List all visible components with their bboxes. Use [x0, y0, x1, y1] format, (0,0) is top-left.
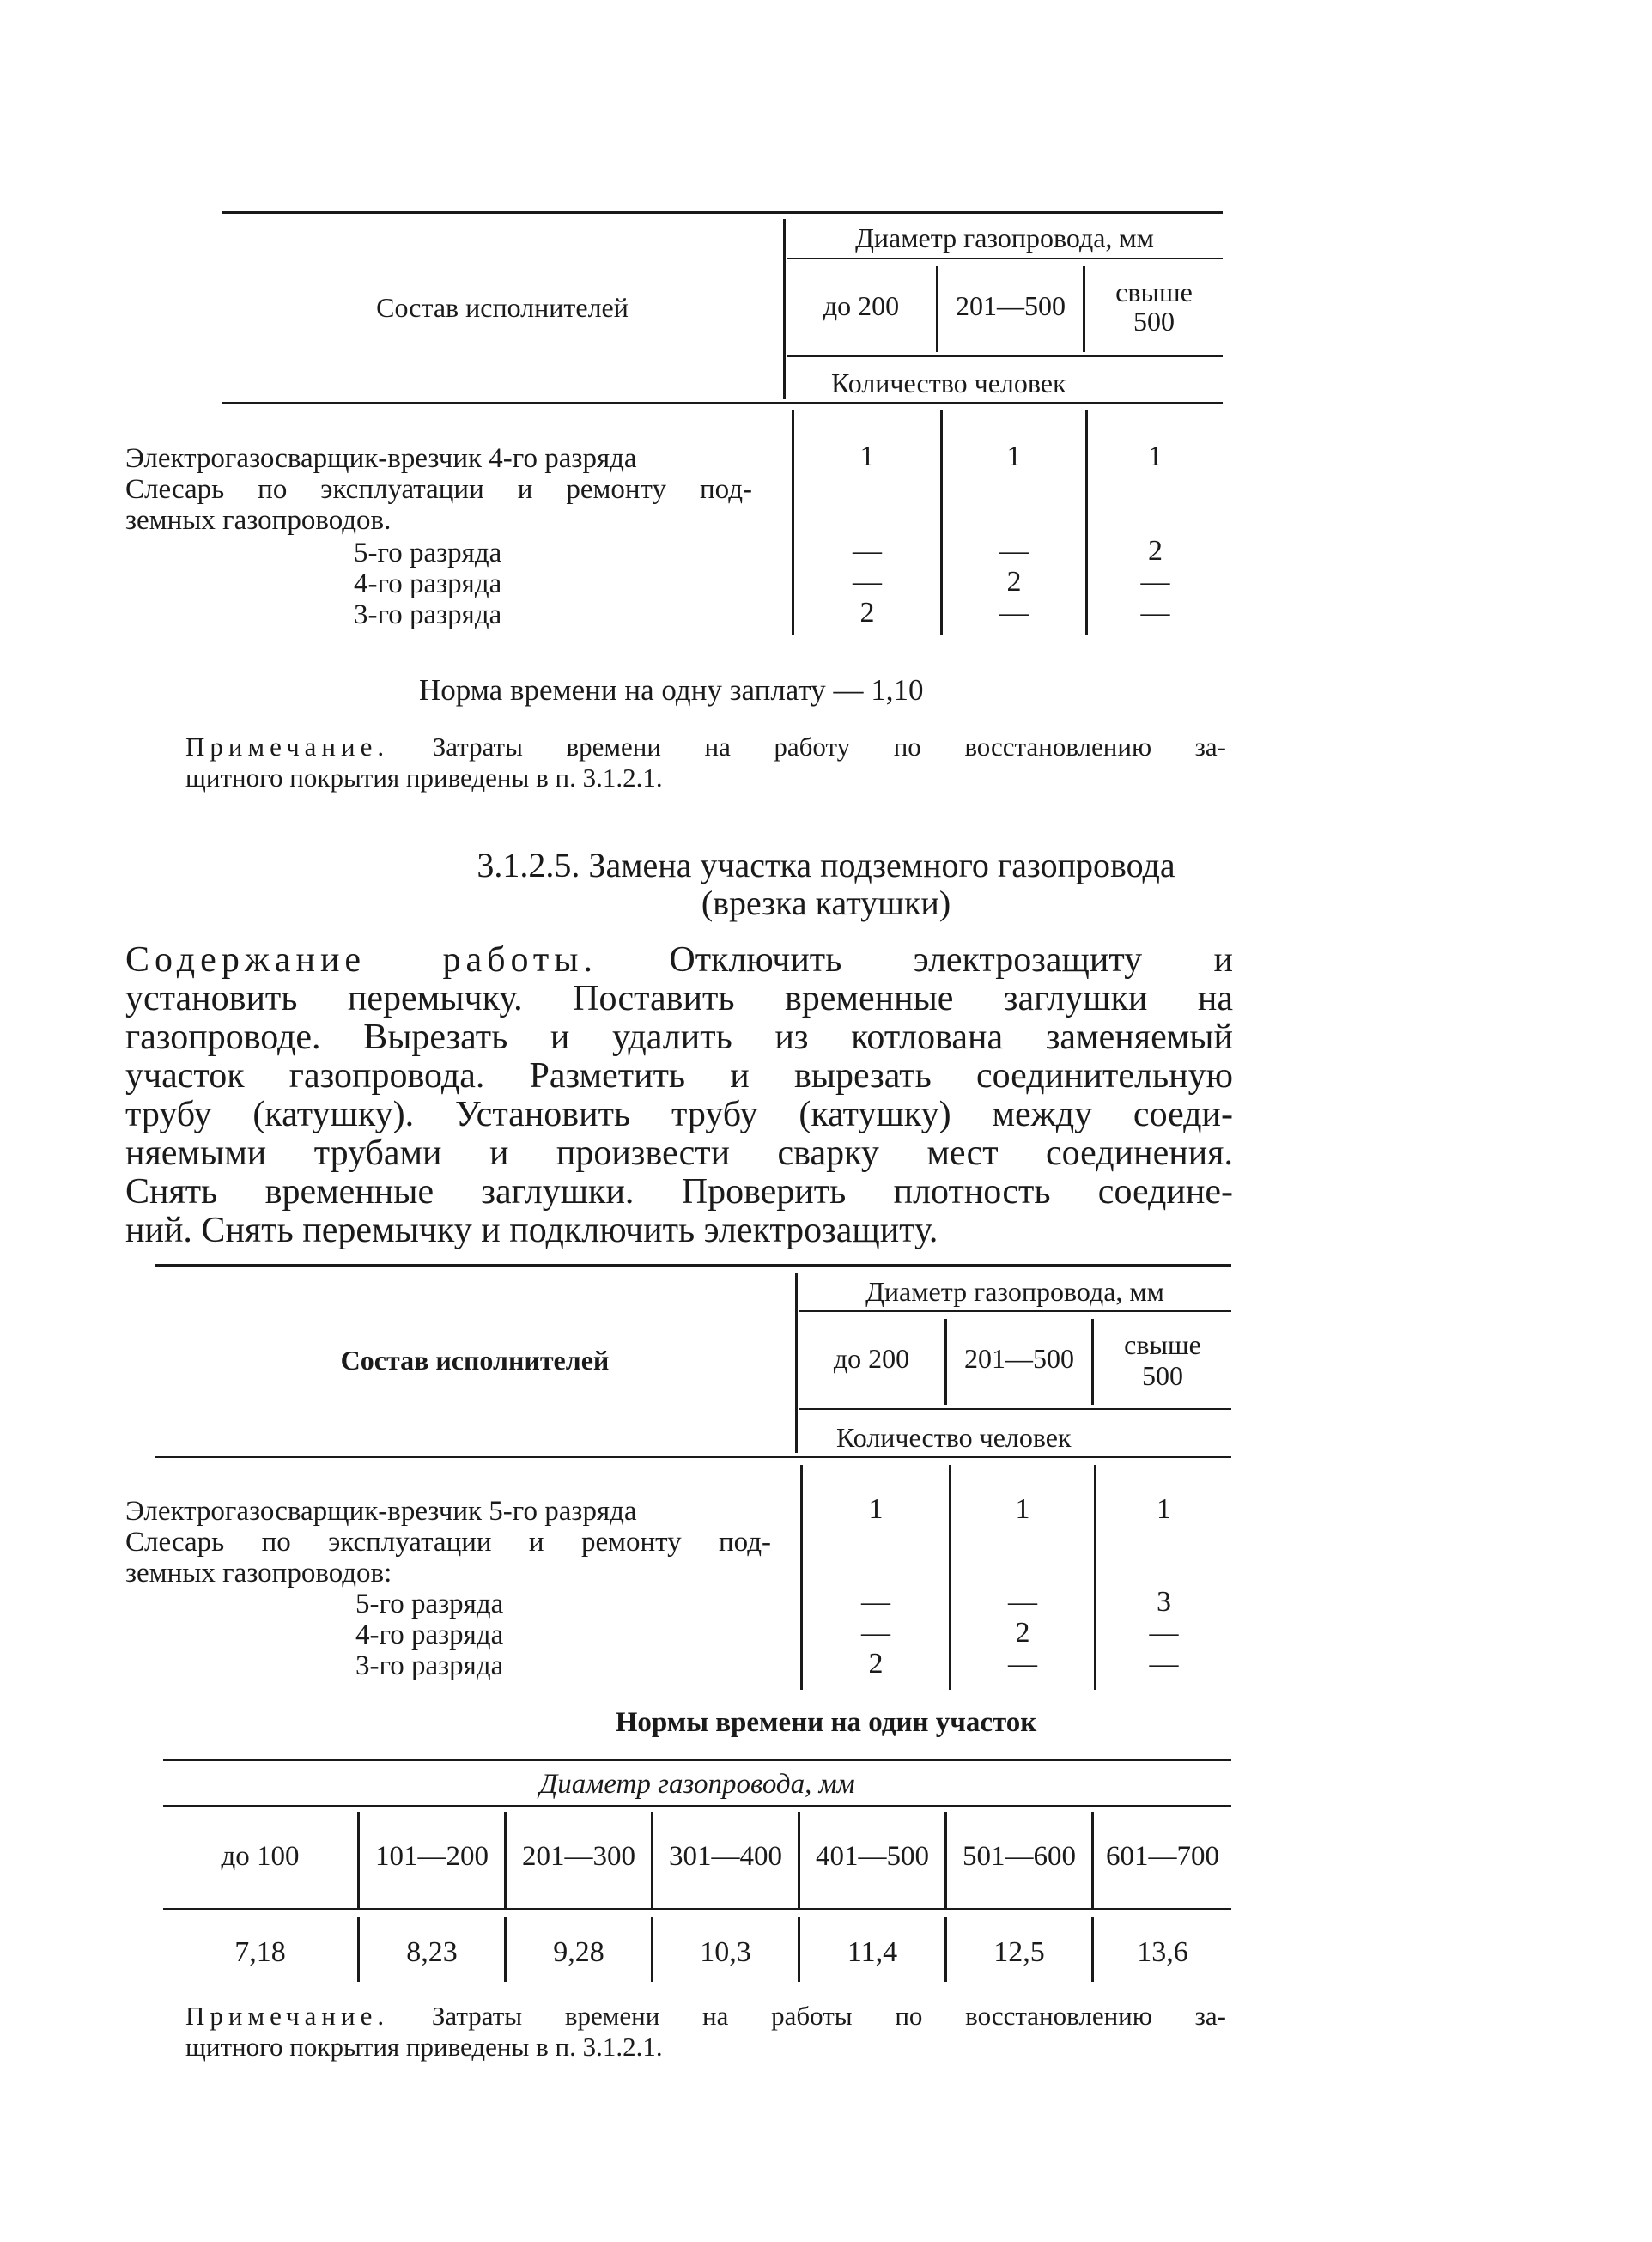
note-1-text-2: щитного покрытия приведены в п. 3.1.2.1.: [185, 763, 663, 793]
note-1: [185, 732, 1226, 793]
table1-body-rule: [222, 402, 1223, 404]
table2-top-rule: [155, 1264, 1231, 1267]
table2-row-label: Слесарь по эксплуатации и ремонту под-: [125, 1527, 771, 1558]
table2-body-rule: [155, 1456, 1231, 1458]
table2-cell: 3: [1157, 1586, 1171, 1618]
work-content-text: ний. Снять перемычку и подключить электрозащиту.: [125, 1211, 938, 1250]
table2-col-2: 201—500: [964, 1343, 1074, 1374]
table3-value: 12,5: [993, 1936, 1045, 1968]
table3-top-rule: [163, 1759, 1231, 1761]
table1-row-label: Электрогазосварщик-врезчик 4-го разряда: [125, 443, 637, 474]
table1-cell: 1: [1006, 441, 1022, 472]
table1-cell: —: [853, 535, 882, 567]
table3-col-header: 101—200: [375, 1841, 489, 1872]
table2-cell: 2: [868, 1648, 884, 1680]
table1-count-header: Количество человек: [831, 368, 1066, 398]
note-1-text-1: Затраты времени на работу по восстановлению за-: [432, 732, 1227, 762]
table3-col-header: до 100: [221, 1841, 300, 1872]
table1-top-rule: [222, 211, 1223, 214]
table2-cell: —: [1149, 1648, 1179, 1680]
table2-cell: —: [1008, 1586, 1037, 1618]
work-content-text: газопроводе. Вырезать и удалить из котлована заменяемый: [125, 1018, 1233, 1057]
work-content-text: установить перемычку. Поставить временные заглушки на: [125, 979, 1233, 1018]
note-2-text-2: щитного покрытия приведены в п. 3.1.2.1.: [185, 2032, 663, 2062]
table1-cell: 2: [1148, 535, 1163, 567]
table3-col-header: 401—500: [816, 1841, 929, 1872]
work-content-text: Снять временные заглушки. Проверить плотность соедине-: [125, 1172, 1233, 1212]
table3-value: 7,18: [234, 1936, 286, 1968]
work-content-text: Отключить электрозащиту и: [669, 940, 1233, 980]
table3-value: 11,4: [847, 1936, 898, 1968]
table2-executors-header: Состав исполнителей: [340, 1345, 610, 1376]
work-content-lead: Содержание работы.: [125, 940, 598, 980]
table2-header-vrule: [795, 1273, 798, 1453]
norm-per-patch: Норма времени на одну заплату — 1,10: [419, 673, 924, 707]
table1-col-3-bottom: 500: [1133, 306, 1175, 337]
table1-header-vrule: [783, 219, 786, 399]
table2-col-3-bottom: 500: [1142, 1360, 1183, 1391]
table2-diameter-header: Диаметр газопровода, мм: [865, 1276, 1164, 1307]
note-1-line-1: [185, 732, 1226, 763]
table1-cell: —: [1140, 566, 1170, 598]
table1-cell: 2: [859, 597, 875, 629]
table1-cell: —: [999, 535, 1029, 567]
table1-row-label: 3-го разряда: [354, 599, 502, 630]
work-content-text: няемыми трубами и произвести сварку мест соединения.: [125, 1133, 1233, 1173]
table1-row-label: 4-го разряда: [354, 568, 502, 599]
work-content-text: участок газопровода. Разметить и вырезать соединительную: [125, 1056, 1233, 1096]
table3-body-rule: [163, 1908, 1231, 1910]
table2-cell: 1: [1015, 1493, 1030, 1525]
note-1-lead: Примечание.: [185, 732, 390, 762]
table3-value: 10,3: [700, 1936, 751, 1968]
work-content-text: трубу (катушку). Установить трубу (катушку) между соеди-: [125, 1095, 1233, 1134]
table1-cell: 1: [1148, 441, 1163, 472]
table3-col-header: 501—600: [963, 1841, 1076, 1872]
table2-count-rule-top: [799, 1408, 1231, 1410]
table2-col-1: до 200: [833, 1343, 910, 1374]
table2-sub-rule: [799, 1310, 1231, 1312]
table2-row-label: 5-го разряда: [355, 1589, 504, 1619]
table1-col-3-top: свыше: [1115, 276, 1193, 307]
table2-cell: —: [861, 1586, 890, 1618]
table3-header: Диаметр газопровода, мм: [539, 1769, 855, 1800]
work-content-line-1: [125, 941, 1233, 980]
section-title: 3.1.2.5. Замена участка подземного газопровода: [477, 846, 1175, 884]
table2-cell: —: [1149, 1617, 1179, 1649]
norms-title: Нормы времени на один участок: [615, 1707, 1037, 1738]
work-content: [125, 941, 1233, 1250]
table2-row-label: земных газопроводов:: [125, 1558, 392, 1589]
table3-value: 8,23: [406, 1936, 458, 1968]
table2-cell: 1: [868, 1493, 884, 1525]
table3-value: 13,6: [1137, 1936, 1188, 1968]
table2-cell: —: [861, 1617, 890, 1649]
table1-row-label: Слесарь по эксплуатации и ремонту под-: [125, 474, 752, 505]
table1-row-label: 5-го разряда: [354, 538, 502, 568]
table1-col-2: 201—500: [956, 290, 1066, 321]
table1-cell: —: [1140, 597, 1170, 629]
table2-col-3-top: свыше: [1124, 1329, 1201, 1360]
note-2: [185, 2001, 1226, 2063]
table1-count-rule-top: [787, 355, 1223, 357]
table2-count-header: Количество человек: [836, 1422, 1072, 1453]
table1-executors-header: Состав исполнителей: [376, 292, 629, 323]
table1-col-1: до 200: [823, 290, 900, 321]
table2-cell: 2: [1015, 1617, 1030, 1649]
note-2-line-1: [185, 2001, 1226, 2032]
table3-col-header: 201—300: [522, 1841, 635, 1872]
table2-row-label: 4-го разряда: [355, 1619, 504, 1650]
table2-cell: 1: [1157, 1493, 1171, 1525]
table1-row-label: земных газопроводов.: [125, 505, 392, 536]
table2-row-label: 3-го разряда: [355, 1650, 504, 1681]
table3-header-rule: [163, 1805, 1231, 1807]
table2-row-label: Электрогазосварщик-врезчик 5-го разряда: [125, 1496, 637, 1527]
table2-cell: —: [1008, 1648, 1037, 1680]
table3-col-header: 601—700: [1106, 1841, 1219, 1872]
table1-sub-rule: [787, 258, 1223, 259]
section-subtitle: (врезка катушки): [701, 884, 951, 922]
table1-cell: —: [853, 566, 882, 598]
table1-cell: —: [999, 597, 1029, 629]
table1-cell: 2: [1006, 566, 1022, 598]
table3-value: 9,28: [553, 1936, 604, 1968]
table3-col-header: 301—400: [669, 1841, 782, 1872]
table1-cell: 1: [859, 441, 875, 472]
note-2-text-1: Затраты времени на работы по восстановлению за-: [431, 2001, 1226, 2031]
table1-diameter-header: Диаметр газопровода, мм: [855, 222, 1154, 253]
note-2-lead: Примечание.: [185, 2001, 390, 2031]
